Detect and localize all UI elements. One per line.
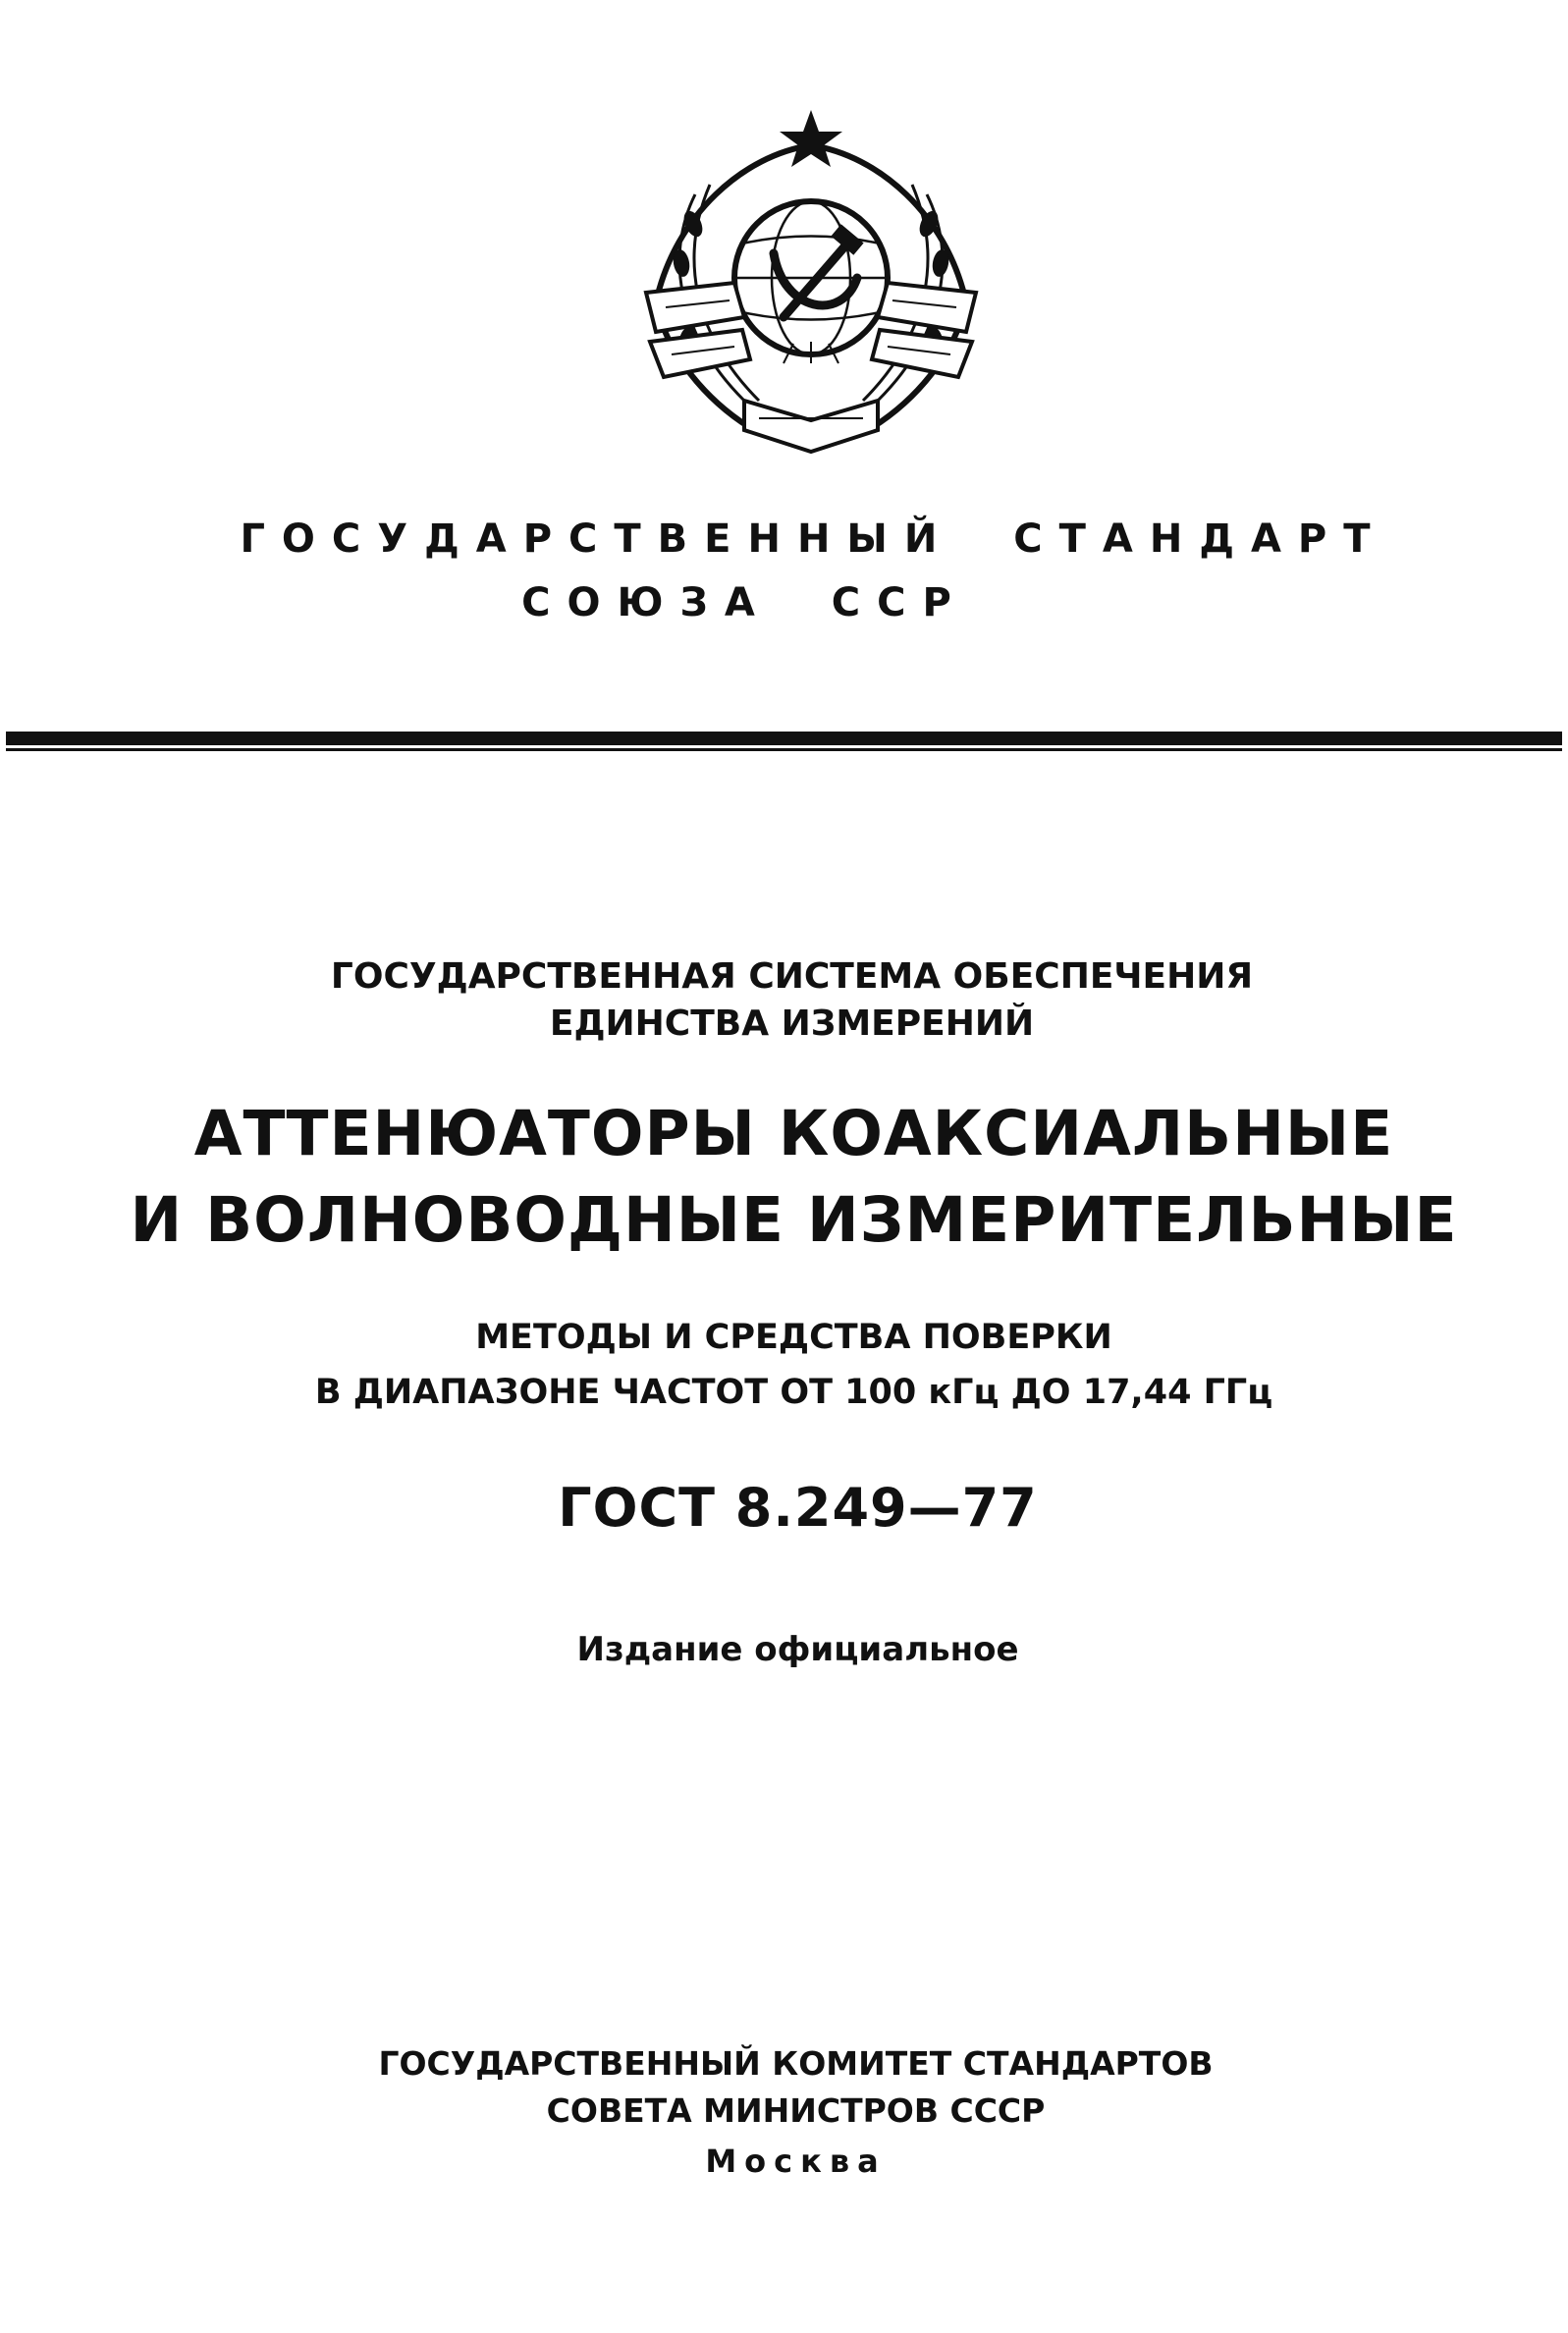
system-line-1: ГОСУДАРСТВЕННАЯ СИСТЕМА ОБЕСПЕЧЕНИЯ [330, 956, 1254, 997]
subtitle-line-1: МЕТОДЫ И СРЕДСТВА ПОВЕРКИ [475, 1318, 1112, 1357]
title-line-2: И ВОЛНОВОДНЫЕ ИЗМЕРИТЕЛЬНЫЕ [130, 1184, 1458, 1256]
horizontal-rule [6, 732, 1562, 745]
system-line-2: ЕДИНСТВА ИЗМЕРЕНИЙ [549, 1004, 1035, 1044]
publisher-city: Москва [705, 2143, 887, 2180]
horizontal-rule-thin [6, 748, 1562, 751]
title-line-1: АТТЕНЮАТОРЫ КОАКСИАЛЬНЫЕ [193, 1098, 1394, 1169]
ussr-state-emblem-icon [636, 106, 986, 460]
header-line-2: СОЮЗА ССР [521, 580, 968, 625]
header-line-1: ГОСУДАРСТВЕННЫЙ СТАНДАРТ [240, 516, 1387, 562]
edition-label: Издание официальное [576, 1630, 1019, 1669]
subtitle-line-2: В ДИАПАЗОНЕ ЧАСТОТ ОТ 100 кГц ДО 17,44 ГГц [314, 1373, 1273, 1412]
publisher-line-2: СОВЕТА МИНИСТРОВ СССР [546, 2091, 1046, 2130]
standard-number: ГОСТ 8.249—77 [558, 1477, 1038, 1539]
publisher-line-1: ГОСУДАРСТВЕННЫЙ КОМИТЕТ СТАНДАРТОВ [378, 2044, 1214, 2083]
